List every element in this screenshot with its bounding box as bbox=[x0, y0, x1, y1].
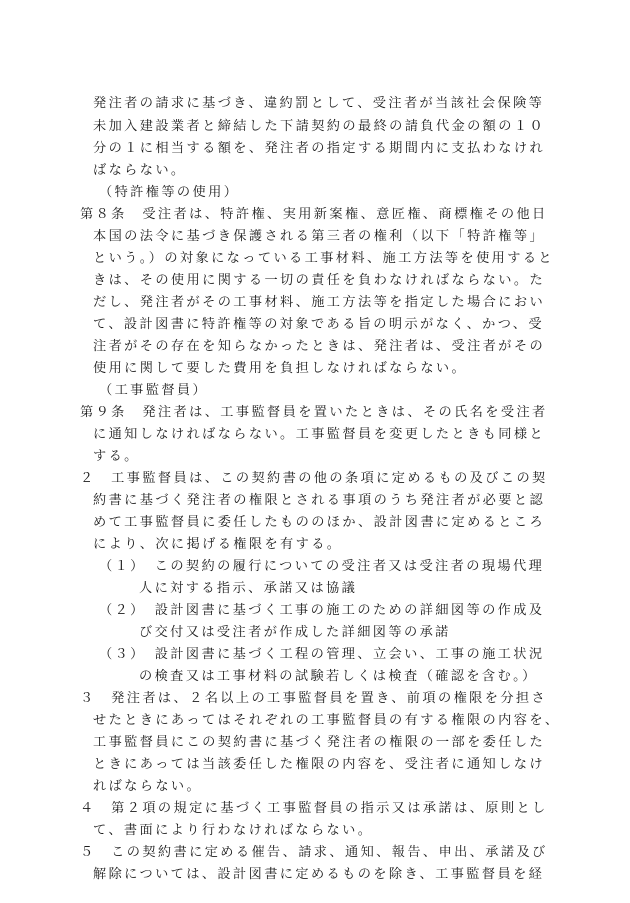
text-line: 約書に基づく発注者の権限とされる事項のうち発注者が必要と認 bbox=[93, 493, 546, 508]
list-item-continuation: の検査又は工事材料の試験若しくは検査（確認を含む。） bbox=[139, 669, 538, 684]
text-line: ときにあっては当該委任した権限の内容を、受注者に通知しなけ bbox=[93, 757, 545, 772]
paragraph-start-line: ２ 工事監督員は、この契約書の他の条項に定めるもの及びこの契 bbox=[80, 471, 548, 486]
paragraph-start-line: ３ 発注者は、２名以上の工事監督員を置き、前項の権限を分担さ bbox=[80, 691, 548, 706]
text-line: せたときにあってはそれぞれの工事監督員の有する権限の内容を、 bbox=[93, 713, 561, 728]
text-line: 使用に関して要した費用を負担しなければならない。 bbox=[93, 361, 468, 376]
paragraph-start-line: ５ この契約書に定める催告、請求、通知、報告、申出、承諾及び bbox=[80, 845, 548, 860]
text-line: ればならない。 bbox=[93, 779, 203, 794]
text-line: て、書面により行わなければならない。 bbox=[93, 823, 374, 838]
text-line: 注者がその存在を知らなかったときは、発注者は、受注者がその bbox=[93, 339, 546, 354]
article-heading-line: 第８条 受注者は、特許権、実用新案権、意匠権、商標権その他日 bbox=[80, 207, 548, 222]
text-line: 未加入建設業者と締結した下請契約の最終の請負代金の額の１０ bbox=[93, 119, 546, 134]
section-heading: （工事監督員） bbox=[99, 383, 209, 398]
list-item-line: （２） 設計図書に基づく工事の施工のための詳細図等の作成及 bbox=[99, 603, 545, 618]
list-item-continuation: び交付又は受注者が作成した詳細図等の承諾 bbox=[139, 625, 451, 640]
list-item-continuation: 人に対する指示、承諾又は協議 bbox=[139, 581, 358, 596]
article-heading-line: 第９条 発注者は、工事監督員を置いたときは、その氏名を受注者 bbox=[80, 405, 548, 420]
text-line: 解除については、設計図書に定めるものを除き、工事監督員を経 bbox=[93, 867, 545, 882]
section-heading: （特許権等の使用） bbox=[99, 185, 240, 200]
text-line: めて工事監督員に委任したもののほか、設計図書に定めるところ bbox=[93, 515, 546, 530]
list-item-line: （１） この契約の履行についての受注者又は受注者の現場代理 bbox=[99, 559, 545, 574]
text-line: 分の１に相当する額を、発注者の指定する期間内に支払わなけれ bbox=[93, 141, 546, 156]
text-line: だし、発注者がその工事材料、施工方法等を指定した場合におい bbox=[93, 295, 546, 310]
text-line: 本国の法令に基づき保護される第三者の権利（以下「特許権等」 bbox=[93, 229, 546, 244]
text-line: 発注者の請求に基づき、違約罰として、受注者が当該社会保険等 bbox=[93, 96, 545, 111]
text-line: に通知しなければならない。工事監督員を変更したときも同様と bbox=[93, 427, 546, 442]
text-line: ばならない。 bbox=[93, 163, 187, 178]
text-line: きは、その使用に関する一切の責任を負わなければならない。た bbox=[93, 273, 546, 288]
text-line: という。）の対象になっている工事材料、施工方法等を使用すると bbox=[93, 251, 555, 266]
list-item-line: （３） 設計図書に基づく工程の管理、立会い、工事の施工状況 bbox=[99, 647, 545, 662]
paragraph-start-line: ４ 第２項の規定に基づく工事監督員の指示又は承諾は、原則とし bbox=[80, 801, 548, 816]
text-line: する。 bbox=[93, 449, 140, 464]
text-line: て、設計図書に特許権等の対象である旨の明示がなく、かつ、受 bbox=[93, 317, 544, 332]
text-line: により、次に掲げる権限を有する。 bbox=[93, 537, 343, 552]
text-line: 工事監督員にこの契約書に基づく発注者の権限の一部を委任した bbox=[93, 735, 546, 750]
